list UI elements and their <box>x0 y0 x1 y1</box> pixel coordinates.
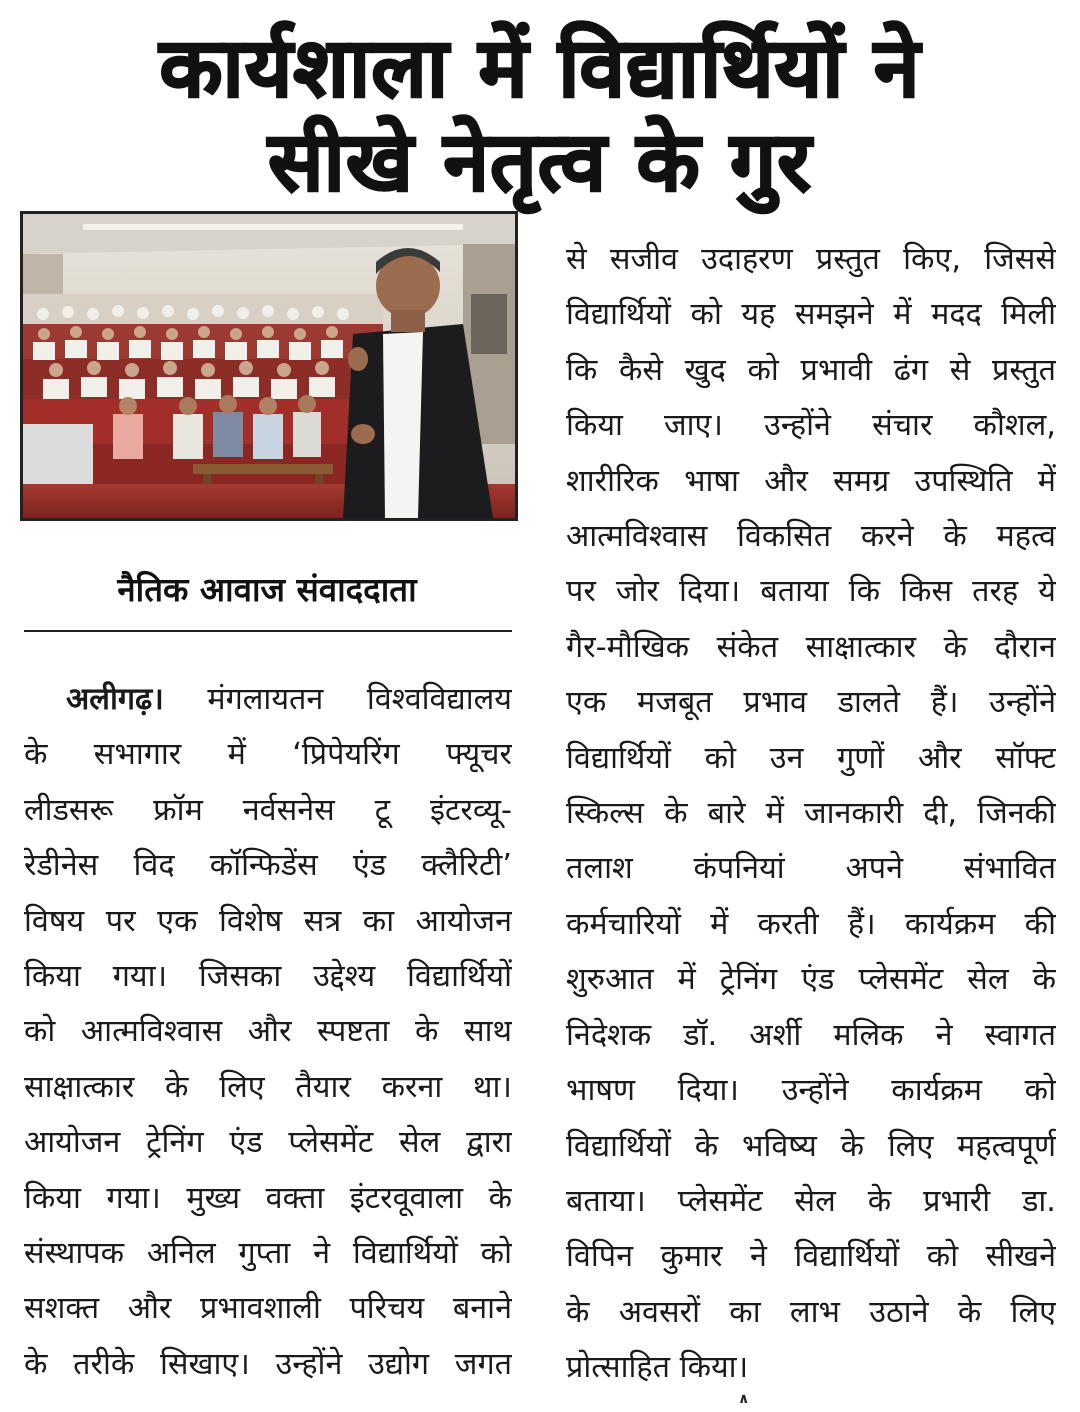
auditorium-photo <box>23 214 515 518</box>
article-line: रेडीनेस विद कॉन्फिडेंस एंड क्लैरिटी’ <box>24 848 512 884</box>
article-line: पर जोर दिया। बताया कि किस तरह ये <box>566 574 1056 610</box>
article-line: विपिन कुमार ने विद्यार्थियों को सीखने <box>566 1239 1056 1275</box>
article-line: गैर-मौखिक संकेत साक्षात्कार के दौरान <box>566 629 1056 665</box>
article-line: को आत्मविश्वास और स्पष्टता के साथ <box>24 1014 512 1050</box>
article-line: विषय पर एक विशेष सत्र का आयोजन <box>24 903 512 939</box>
article-line: आत्मविश्वास विकसित करने के महत्व <box>566 519 1056 555</box>
article-line: के सभागार में ‘प्रिपेयरिंग फ्यूचर <box>24 737 512 773</box>
article-line: संस्थापक अनिल गुप्ता ने विद्यार्थियों को <box>24 1236 512 1272</box>
article-line: एक मजबूत प्रभाव डालते हैं। उन्होंने <box>566 685 1056 721</box>
article-line: भाषण दिया। उन्होंने कार्यक्रम को <box>566 1073 1056 1109</box>
article-line: के अवसरों का लाभ उठाने के लिए <box>566 1294 1056 1330</box>
article-line: तलाश कंपनियां अपने संभावित <box>566 851 1056 887</box>
event-photo <box>20 211 518 521</box>
article-line: किया जाए। उन्होंने संचार कौशल, <box>566 408 1056 444</box>
headline-line-2: सीखे नेतृत्व के गुर <box>268 115 812 210</box>
headline-line-1: कार्यशाला में विद्यार्थियों ने <box>159 21 921 116</box>
article-line: अलीगढ़। मंगलायतन विश्वविद्यालय <box>66 682 512 717</box>
article-line: बताया। प्लेसमेंट सेल के प्रभारी डा. <box>566 1183 1056 1219</box>
article-line: सशक्त और प्रभावशाली परिचय बनाने <box>24 1291 512 1327</box>
article-line: आयोजन ट्रेनिंग एंड प्लेसमेंट सेल द्वारा <box>24 1125 512 1161</box>
article-line: कि कैसे खुद को प्रभावी ढंग से प्रस्तुत <box>566 352 1056 388</box>
article-column-right <box>566 232 1056 1396</box>
article-line: विद्यार्थियों को यह समझने में मदद मिली <box>566 297 1056 333</box>
article-line: शुरुआत में ट्रेनिंग एंड प्लेसमेंट सेल के <box>566 962 1056 998</box>
headline <box>0 22 1080 210</box>
end-mark-icon: ∧ <box>738 1391 750 1407</box>
article-line: के तरीके सिखाए। उन्होंने उद्योग जगत <box>24 1346 512 1382</box>
article-line: शारीरिक भाषा और समग्र उपस्थिति में <box>566 463 1056 499</box>
byline-divider <box>24 630 512 632</box>
article-line: किया गया। मुख्य वक्ता इंटरवूवाला के <box>24 1180 512 1216</box>
article-line: से सजीव उदाहरण प्रस्तुत किए, जिससे <box>566 242 1056 277</box>
article-line: लीडसरू फ्रॉम नर्वसनेस टू इंटरव्यू- <box>24 792 512 828</box>
article-column-left <box>24 672 512 1392</box>
article-line: किया गया। जिसका उद्देश्य विद्यार्थियों <box>24 959 512 995</box>
article-line: विद्यार्थियों के भविष्य के लिए महत्वपूर्ण <box>566 1128 1056 1164</box>
article-line: स्किल्स के बारे में जानकारी दी, जिनकी <box>566 796 1056 832</box>
article-line: कर्मचारियों में करती हैं। कार्यक्रम की <box>566 906 1056 942</box>
article-line: निदेशक डॉ. अर्शी मलिक ने स्वागत <box>566 1017 1056 1053</box>
article-line: साक्षात्कार के लिए तैयार करना था। <box>24 1069 512 1105</box>
byline: नैतिक आवाज संवाददाता <box>117 570 417 609</box>
dateline: अलीगढ़। <box>66 682 164 717</box>
article-line: प्रोत्साहित किया। <box>566 1350 749 1386</box>
article-line: विद्यार्थियों को उन गुणों और सॉफ्ट <box>566 740 1056 776</box>
